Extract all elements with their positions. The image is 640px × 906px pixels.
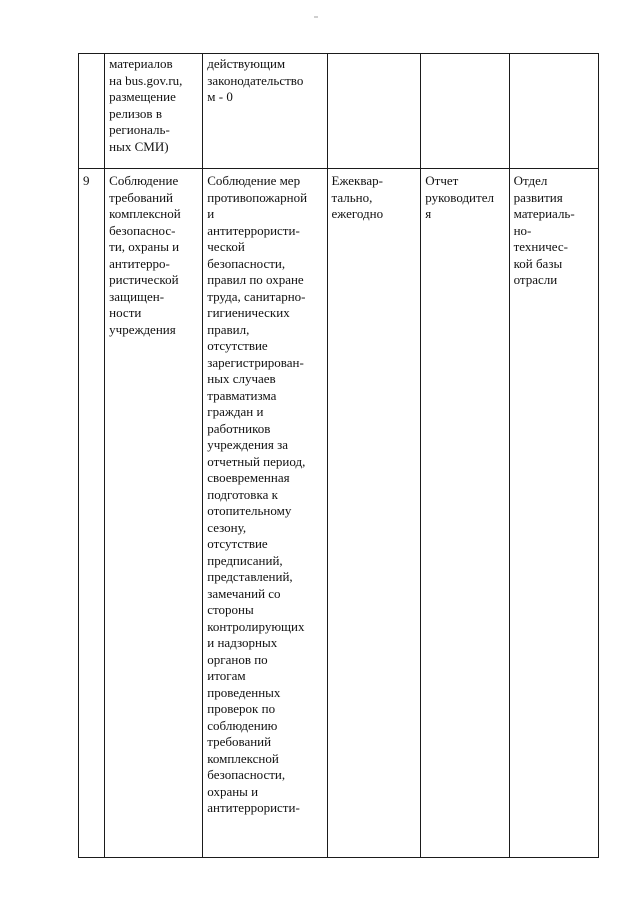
requirement-cell: материалов на bus.gov.ru, размещение релизов в региональ- ных СМИ) xyxy=(105,54,203,169)
page-mark xyxy=(314,16,318,18)
period-cell: Ежеквар- тально, ежегодно xyxy=(327,169,421,858)
report-form-cell: Отчет руководител я xyxy=(421,169,509,858)
report-form-cell xyxy=(421,54,509,169)
responsible-cell xyxy=(509,54,598,169)
responsible-cell: Отдел развития материаль- но- техничес- кой базы отрасли xyxy=(509,169,598,858)
table-row xyxy=(79,54,599,169)
criteria-table xyxy=(78,53,599,858)
row-number-cell: 9 xyxy=(79,169,105,858)
row-number-cell xyxy=(79,54,105,169)
period-cell xyxy=(327,54,421,169)
indicator-cell: действующим законодательство м - 0 xyxy=(203,54,327,169)
requirement-cell: Соблюдение требований комплексной безопаснос- ти, охраны и антитерро- ристической защищен- ности учреждения xyxy=(105,169,203,858)
indicator-cell: Соблюдение мер противопожарной и антитеррористи- ческой безопасности, правил по охране труда, санитарно- гигиенических правил, отсутствие зарегистрирован- ных случаев травматизма граждан и работников учреждения за отчетный период, своевременная подготовка к отопительному сезону, отсутствие предписаний, представлений, замечаний со стороны контролирующих и надзорных органов по итогам проведенных проверок по соблюдению требований комплексной безопасности, охраны и антитеррористи- xyxy=(203,169,327,858)
table-row xyxy=(79,169,599,858)
